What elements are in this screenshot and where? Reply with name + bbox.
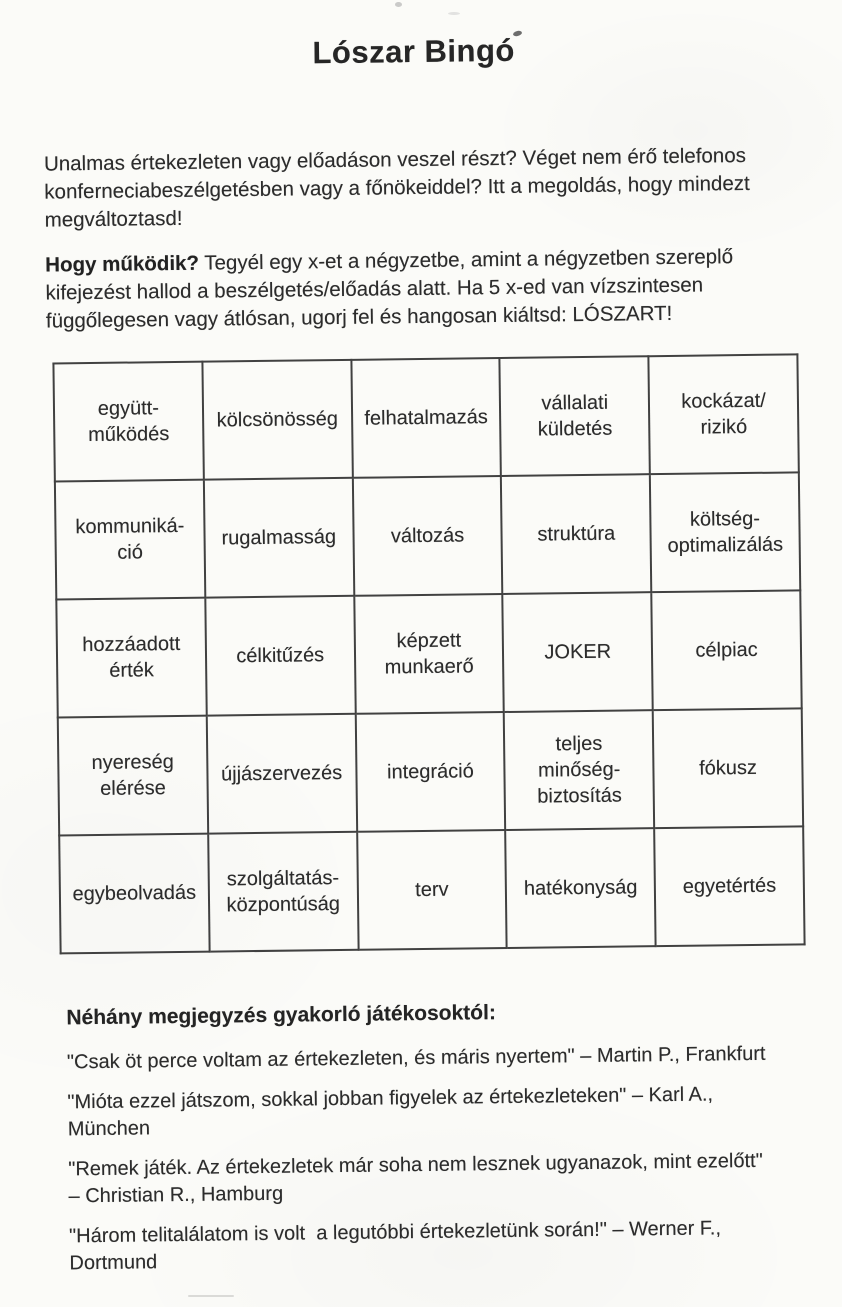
bingo-cell: egybeolvadás (59, 834, 209, 954)
bingo-cell: újjászervezés (207, 714, 357, 834)
bingo-cell: célpiac (651, 590, 801, 710)
bingo-cell: nyereség elérése (58, 716, 208, 836)
how-it-works-text: Tegyél egy x-et a négyzetbe, amint a négyzetben szereplő kifejezést hallod a beszélgetés/előadás alatt. Ha 5 x-ed van vízszintesen függőlegesen vagy átlósan, ugorj fel és hangosan kiáltsd: LÓSZART! (45, 245, 734, 333)
bingo-cell: költség- optimalizálás (650, 472, 800, 592)
bingo-cell: szolgáltatás- központúság (208, 832, 358, 952)
bingo-cell: kockázat/ rizikó (649, 354, 799, 474)
bingo-cell: terv (357, 830, 507, 950)
testimonial-quote: "Csak öt perce voltam az értekezleten, és máris nyertem" – Martin P., Frankfurt (66, 1042, 766, 1074)
bingo-cell: hozzáadott érték (56, 598, 206, 718)
testimonial-quote: "Mióta ezzel játszom, sokkal jobban figyelek az értekezleteken" – Karl A., München (67, 1083, 714, 1141)
bingo-cell-joker: JOKER (503, 592, 653, 712)
page-title: Lószar Bingó (312, 32, 516, 71)
bingo-grid (52, 353, 805, 954)
bingo-cell: hatékonyság (506, 828, 656, 948)
bingo-cell: célkitűzés (205, 596, 355, 716)
testimonial-quote: "Három telitalálatom is volt a legutóbbi értekezletünk során!" – Werner F., Dortmund (68, 1217, 722, 1275)
comments-heading: Néhány megjegyzés gyakorló játékosoktól: (66, 1001, 497, 1030)
bingo-cell: struktúra (501, 474, 651, 594)
how-it-works-paragraph (45, 243, 734, 335)
bingo-cell: felhatalmazás (351, 358, 501, 478)
testimonial-quote: "Remek játék. Az értekezletek már soha nem lesznek ugyanazok, mint ezelőtt" – Christian R., Hamburg (68, 1149, 763, 1208)
bingo-cell: teljes minőség- biztosítás (504, 710, 654, 830)
comments-section (66, 996, 829, 1277)
bingo-cell: vállalati küldetés (500, 356, 650, 476)
bingo-cell: integráció (355, 712, 505, 832)
bingo-row (53, 354, 798, 481)
bingo-cell: együtt- működés (53, 362, 203, 482)
bingo-row (55, 472, 800, 599)
bingo-cell: egyetértés (654, 826, 804, 946)
bingo-cell: kölcsönösség (202, 360, 352, 480)
bingo-row (58, 708, 803, 835)
bingo-cell: képzett munkaerő (354, 594, 504, 714)
bingo-row (59, 826, 804, 953)
intro-paragraph: Unalmas értekezleten vagy előadáson veszel részt? Véget nem érő telefonos konferneciabeszélgetésben vagy a főnökeiddel? Itt a megoldás, hogy mindezt megváltoztasd! (43, 143, 750, 232)
bingo-cell: rugalmasság (204, 478, 354, 598)
bingo-cell: fókusz (653, 708, 803, 828)
bingo-row (56, 590, 801, 717)
bingo-cell: változás (352, 476, 502, 596)
how-it-works-label: Hogy működik? (45, 251, 200, 277)
bingo-cell: kommuniká- ció (55, 480, 205, 600)
